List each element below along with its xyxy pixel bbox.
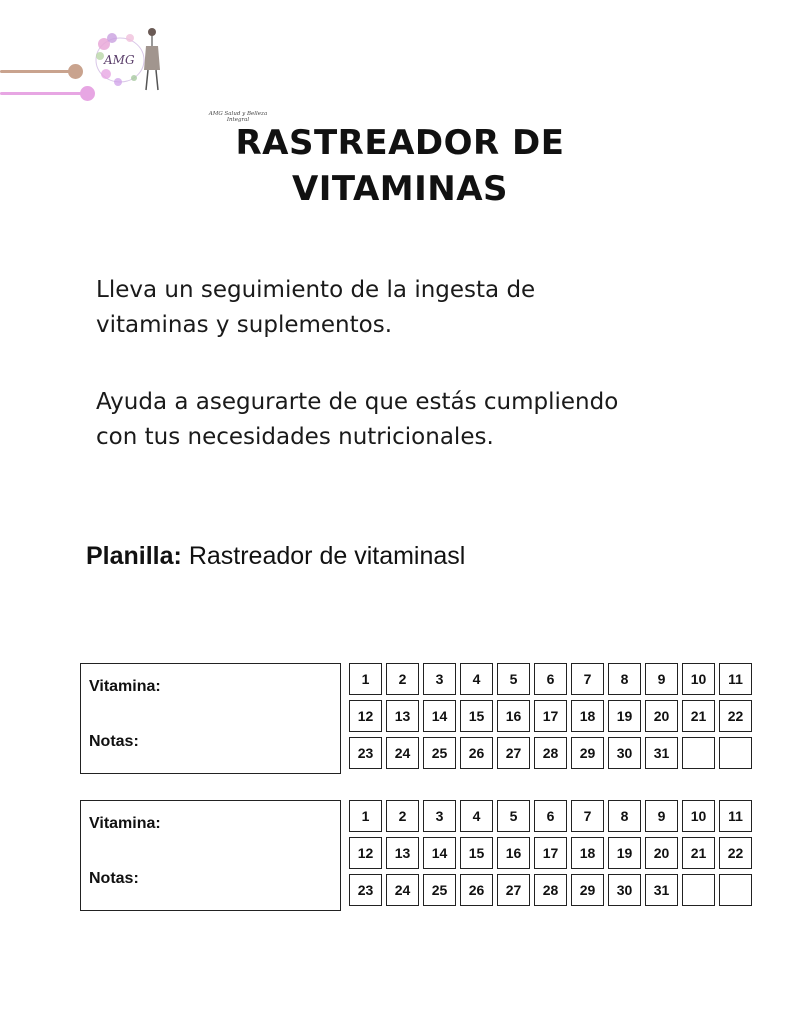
day-checkbox[interactable] [682,737,715,769]
day-checkbox[interactable]: 18 [571,700,604,732]
day-checkbox[interactable]: 22 [719,700,752,732]
day-checkbox[interactable] [719,874,752,906]
day-checkbox[interactable]: 24 [386,737,419,769]
day-checkbox[interactable]: 7 [571,663,604,695]
day-checkbox[interactable]: 5 [497,663,530,695]
day-checkbox[interactable]: 8 [608,800,641,832]
day-checkbox[interactable]: 20 [645,700,678,732]
day-checkbox[interactable]: 14 [423,700,456,732]
day-checkbox[interactable]: 12 [349,837,382,869]
day-checkbox[interactable]: 23 [349,737,382,769]
day-checkbox[interactable]: 11 [719,663,752,695]
day-checkbox[interactable]: 4 [460,800,493,832]
day-checkbox[interactable]: 21 [682,837,715,869]
planilla-value: Rastreador de vitaminasl [188,542,466,570]
day-checkbox[interactable]: 16 [497,837,530,869]
day-checkbox[interactable]: 28 [534,874,567,906]
day-checkbox[interactable]: 7 [571,800,604,832]
day-checkbox[interactable]: 6 [534,663,567,695]
day-checkbox[interactable]: 24 [386,874,419,906]
decorative-line-tan [0,70,70,73]
title-line-2: VITAMINAS [291,169,509,209]
day-checkbox[interactable]: 29 [571,874,604,906]
day-checkbox[interactable]: 27 [497,874,530,906]
day-checkbox[interactable]: 2 [386,663,419,695]
day-checkbox[interactable]: 12 [349,700,382,732]
day-checkbox[interactable]: 17 [534,837,567,869]
day-checkbox[interactable]: 8 [608,663,641,695]
day-checkbox[interactable]: 13 [386,700,419,732]
day-checkbox[interactable]: 10 [682,663,715,695]
day-checkbox[interactable]: 9 [645,663,678,695]
intro-p1-line-2: vitaminas y suplementos. [96,312,393,338]
day-checkbox[interactable] [719,737,752,769]
day-checkbox[interactable]: 3 [423,663,456,695]
day-checkbox[interactable]: 23 [349,874,382,906]
day-checkbox[interactable]: 19 [608,837,641,869]
day-checkbox[interactable]: 9 [645,800,678,832]
day-checkbox[interactable]: 16 [497,700,530,732]
day-checkbox[interactable]: 22 [719,837,752,869]
day-checkbox[interactable]: 18 [571,837,604,869]
logo-monogram: AMG [104,53,135,67]
day-checkbox[interactable]: 27 [497,737,530,769]
page-title [0,120,800,212]
intro-paragraph-2 [96,385,736,455]
vitamin-tracker-2 [80,800,748,912]
day-grid [349,800,752,906]
day-checkbox[interactable]: 19 [608,700,641,732]
intro-p1-line-1: Lleva un seguimiento de la ingesta de [96,277,536,303]
day-checkbox[interactable]: 3 [423,800,456,832]
day-checkbox[interactable]: 25 [423,737,456,769]
brand-logo [90,26,268,123]
vitamin-notes-box[interactable] [80,800,341,911]
day-checkbox[interactable]: 31 [645,737,678,769]
vitamin-label: Vitamina: [89,815,161,832]
day-checkbox[interactable]: 31 [645,874,678,906]
day-checkbox[interactable]: 6 [534,800,567,832]
day-checkbox[interactable]: 11 [719,800,752,832]
day-checkbox[interactable]: 14 [423,837,456,869]
day-checkbox[interactable]: 1 [349,800,382,832]
notes-label: Notas: [89,733,139,750]
planilla-heading [86,542,465,571]
vitamin-tracker-1 [80,663,748,775]
vitamin-label: Vitamina: [89,678,161,695]
day-checkbox[interactable]: 15 [460,837,493,869]
decorative-dot-tan [68,64,83,79]
vitamin-notes-box[interactable] [80,663,341,774]
day-checkbox[interactable]: 29 [571,737,604,769]
title-line-1: RASTREADOR DE [235,123,565,163]
decorative-line-pink [0,92,82,95]
day-checkbox[interactable] [682,874,715,906]
day-checkbox[interactable]: 5 [497,800,530,832]
day-checkbox[interactable]: 17 [534,700,567,732]
day-checkbox[interactable]: 26 [460,874,493,906]
intro-p2-line-1: Ayuda a asegurarte de que estás cumpliendo [96,389,619,415]
notes-label: Notas: [89,870,139,887]
day-checkbox[interactable]: 13 [386,837,419,869]
day-checkbox[interactable]: 1 [349,663,382,695]
planilla-label: Planilla: [86,542,182,570]
day-checkbox[interactable]: 20 [645,837,678,869]
day-checkbox[interactable]: 10 [682,800,715,832]
day-checkbox[interactable]: 30 [608,874,641,906]
logo-wreath-icon [90,26,176,102]
day-checkbox[interactable]: 21 [682,700,715,732]
day-checkbox[interactable]: 2 [386,800,419,832]
intro-paragraph-1 [96,273,736,343]
logo-caption: AMG Salud y Belleza Integral [208,111,268,123]
day-checkbox[interactable]: 15 [460,700,493,732]
day-checkbox[interactable]: 4 [460,663,493,695]
day-checkbox[interactable]: 30 [608,737,641,769]
day-grid [349,663,752,769]
day-checkbox[interactable]: 26 [460,737,493,769]
day-checkbox[interactable]: 25 [423,874,456,906]
day-checkbox[interactable]: 28 [534,737,567,769]
intro-p2-line-2: con tus necesidades nutricionales. [96,424,494,450]
